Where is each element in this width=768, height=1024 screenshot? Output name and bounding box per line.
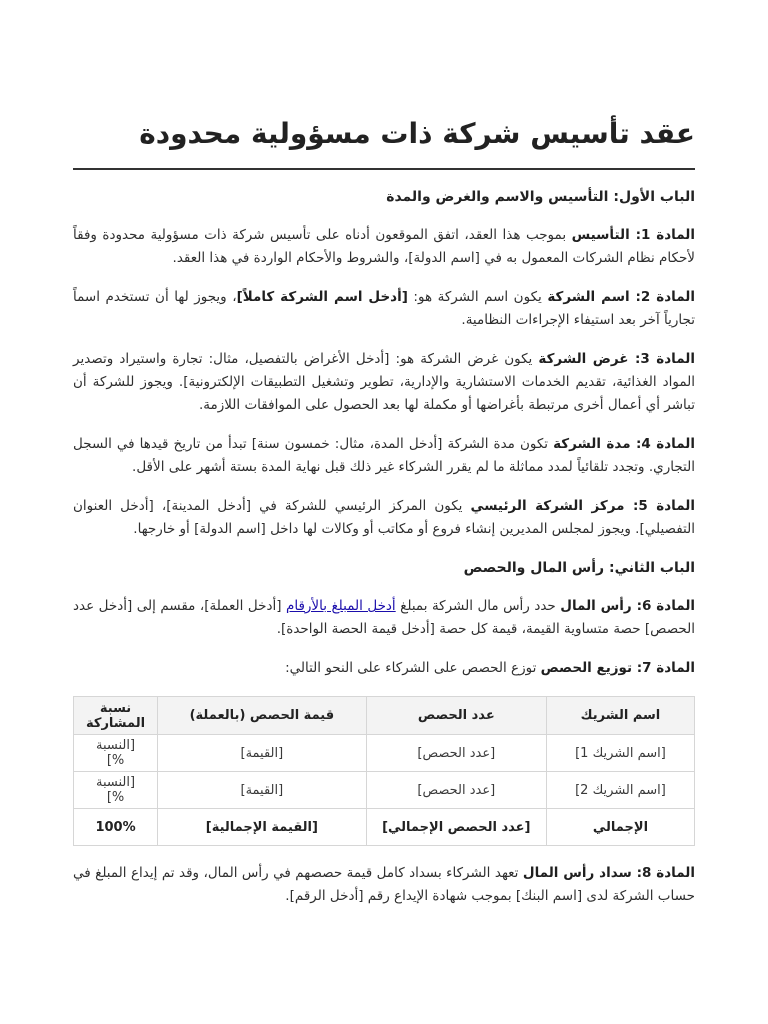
article-2-label: المادة 2: اسم الشركة [547, 289, 695, 305]
article-2-text-end: ، ويجوز لها أن تستخدم اسماً تجارياً آخر بعد استيفاء الإجراءات النظامية. [73, 289, 695, 328]
article-1-label: المادة 1: التأسيس [571, 227, 696, 243]
table-row [74, 735, 695, 772]
header-share-value: قيمة الحصص (بالعملة) [158, 697, 367, 735]
article-5-text: يكون المركز الرئيسي للشركة في [أدخل المدينة]، [أدخل العنوان التفصيلي]. ويجوز لمجلس المديرين إنشاء فروع أو مكاتب أو وكالات لها داخل [اسم الدولة] أو خارجها. [73, 498, 695, 537]
header-share-ratio: نسبة المشاركة [74, 697, 158, 735]
article-5 [73, 495, 695, 541]
table-total-row [74, 809, 695, 846]
header-partner-name: اسم الشريك [546, 697, 694, 735]
article-8-label: المادة 8: سداد رأس المال [522, 865, 696, 881]
article-6-text-end: [أدخل العملة]، مقسم إلى [أدخل عدد الحصص] حصة متساوية القيمة، قيمة كل حصة [أدخل قيمة الحصة الواحدة]. [73, 598, 695, 637]
article-1 [73, 224, 695, 270]
cell-partner-name: [اسم الشريك 1] [546, 735, 694, 772]
article-2-text: يكون اسم الشركة هو: [407, 289, 548, 305]
cell-total-label: الإجمالي [546, 809, 694, 846]
article-2 [73, 286, 695, 332]
cell-partner-name: [اسم الشريك 2] [546, 772, 694, 809]
article-6-text: حدد رأس مال الشركة بمبلغ [395, 598, 561, 614]
article-7-text: توزع الحصص على الشركاء على النحو التالي: [285, 660, 541, 676]
cell-share-count: [عدد الحصص] [366, 772, 546, 809]
chapter-1-heading: الباب الأول: التأسيس والاسم والغرض والمدة [386, 189, 695, 205]
cell-share-value: [القيمة] [158, 735, 367, 772]
cell-total-count: [عدد الحصص الإجمالي] [366, 809, 546, 846]
article-1-text: بموجب هذا العقد، اتفق الموقعون أدناه على تأسيس شركة ذات مسؤولية محدودة وفقاً لأحكام نظام الشركات المعمول به في [اسم الدولة]، والشروط والأحكام الواردة في هذا العقد. [73, 227, 695, 266]
table-header-row [74, 697, 695, 735]
article-3-text: يكون غرض الشركة هو: [أدخل الأغراض بالتفصيل، مثال: تجارة واستيراد وتصدير المواد الغذائية، تقديم الخدمات الاستشارية والإدارية، تطوير وتشغيل التطبيقات الإلكترونية]. ويجوز للشركة أن تباشر أي أعمال أخرى مرتبطة بأغراضها أو مكملة لها بعد الحصول على الموافقات اللازمة. [73, 351, 695, 413]
article-3-label: المادة 3: غرض الشركة [538, 351, 696, 367]
article-7 [73, 657, 695, 680]
document-title: عقد تأسيس شركة ذات مسؤولية محدودة [73, 114, 695, 170]
cell-total-value: [القيمة الإجمالية] [158, 809, 367, 846]
cell-share-ratio: [النسبة %] [74, 772, 158, 809]
article-4 [73, 433, 695, 479]
cell-total-ratio: 100% [74, 809, 158, 846]
article-8-text: تعهد الشركاء بسداد كامل قيمة حصصهم في رأس المال، وقد تم إيداع المبلغ في حساب الشركة لدى [اسم البنك] بموجب شهادة الإيداع رقم [أدخل الرقم]. [73, 865, 695, 904]
article-4-text: تكون مدة الشركة [أدخل المدة، مثال: خمسون سنة] تبدأ من تاريخ قيدها في السجل التجاري. وتجدد تلقائياً لمدد مماثلة ما لم يقرر الشركاء غير ذلك قبل نهاية المدة بستة أشهر على الأقل. [73, 436, 695, 475]
chapter-2-heading: الباب الثاني: رأس المال والحصص [463, 560, 695, 576]
cell-share-ratio: [النسبة %] [74, 735, 158, 772]
cell-share-count: [عدد الحصص] [366, 735, 546, 772]
shares-table [73, 696, 695, 846]
article-8 [73, 862, 695, 908]
article-6 [73, 595, 695, 641]
capital-amount-link[interactable]: أدخل المبلغ بالأرقام [285, 598, 396, 614]
article-3 [73, 348, 695, 417]
article-7-label: المادة 7: توزيع الحصص [540, 660, 695, 676]
article-4-label: المادة 4: مدة الشركة [553, 436, 695, 452]
table-row [74, 772, 695, 809]
cell-share-value: [القيمة] [158, 772, 367, 809]
article-6-label: المادة 6: رأس المال [560, 598, 696, 614]
header-share-count: عدد الحصص [366, 697, 546, 735]
company-name-placeholder: [أدخل اسم الشركة كاملاً] [236, 289, 408, 305]
article-5-label: المادة 5: مركز الشركة الرئيسي [470, 498, 695, 514]
